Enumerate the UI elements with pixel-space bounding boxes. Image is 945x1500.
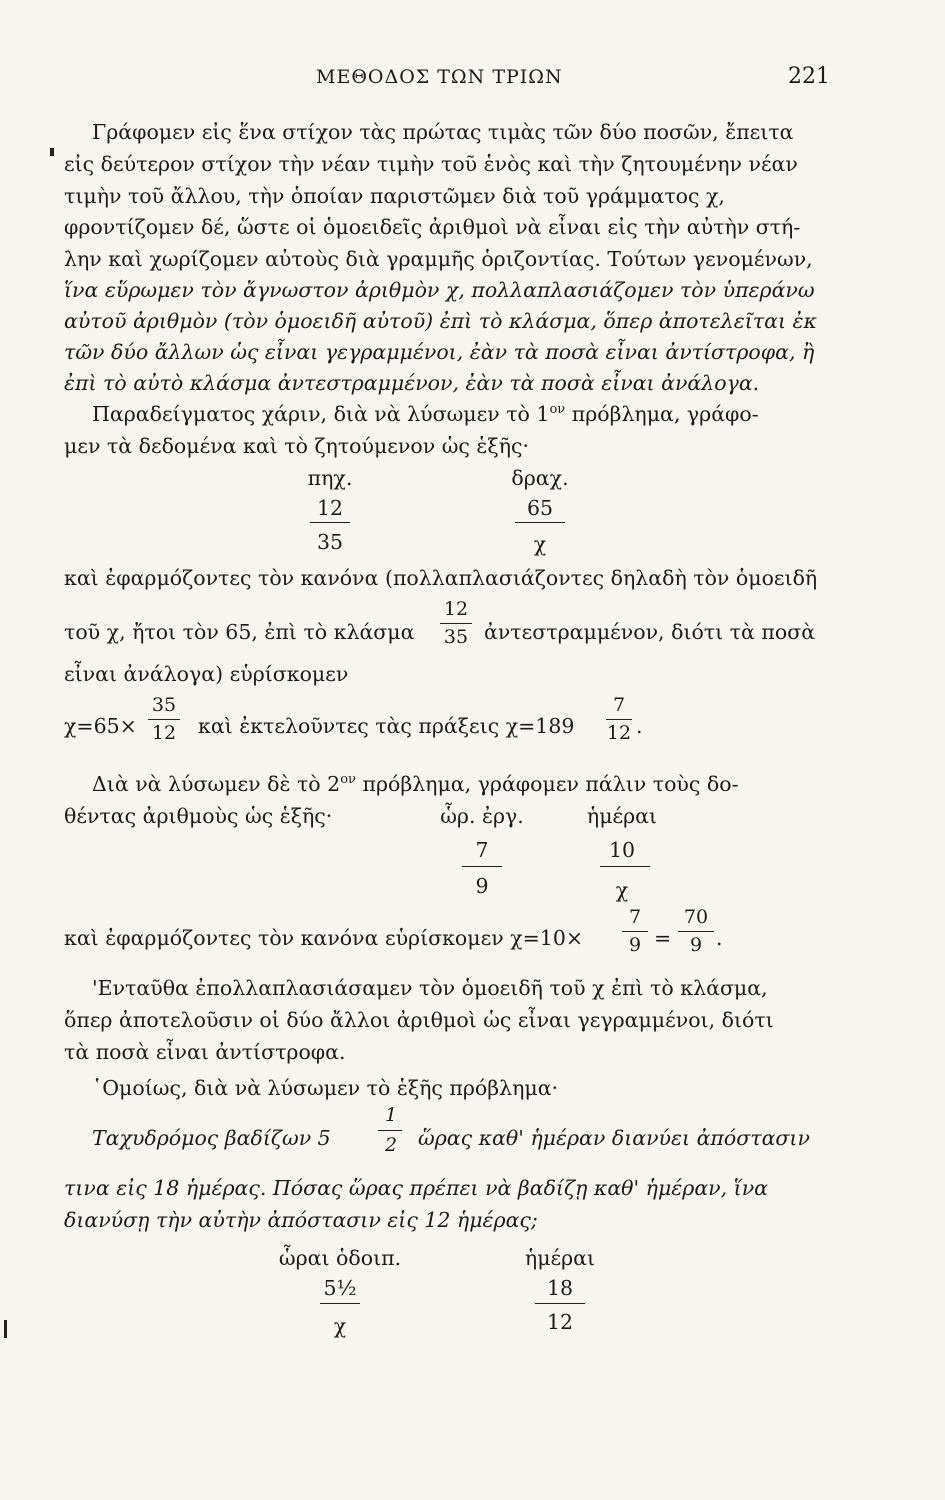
table-rule xyxy=(462,866,502,867)
table-cell: χ xyxy=(333,1314,347,1338)
text-line: αὐτοῦ ἀριθμὸν (τὸν ὁμοειδῆ αὐτοῦ) ἐπὶ τὸ κλάσμα, ὅπερ ἀποτελεῖται ἐκ xyxy=(64,309,817,333)
table-col-head: ὧραι ὁδοιπ. xyxy=(278,1246,402,1270)
equation-part: = xyxy=(654,926,672,950)
text-line: ὥρας καθ' ἡμέραν διανύει ἀπόστασιν xyxy=(418,1126,810,1150)
table-cell: 7 xyxy=(475,838,489,862)
text-line: τινα εἰς 18 ἡμέρας. Πόσας ὥρας πρέπει νὰ βαδίζῃ καθ' ἡμέραν, ἵνα xyxy=(64,1176,768,1200)
fraction-denominator: 9 xyxy=(689,934,703,956)
text-line: τιμὴν τοῦ ἄλλου, τὴν ὁποίαν παριστῶμεν διὰ τοῦ γράμματος χ, xyxy=(64,184,725,208)
table-col-head: δραχ. xyxy=(511,466,569,490)
text-line: εἶναι ἀνάλογα) εὑρίσκομεν xyxy=(64,662,349,686)
fraction-bar xyxy=(606,719,632,720)
fraction-bar xyxy=(678,931,714,932)
table-cell: 5½ xyxy=(323,1276,357,1300)
text-line: διανύσῃ τὴν αὐτὴν ἀπόστασιν εἰς 12 ἡμέρας; xyxy=(64,1208,538,1232)
text-line: καὶ ἐφαρμόζοντες τὸν κανόνα (πολλαπλασιάζοντες δηλαδὴ τὸν ὁμοειδῆ xyxy=(64,566,818,590)
text-line: τὰ ποσὰ εἶναι ἀντίστροφα. xyxy=(64,1040,346,1064)
text-line: εἰς δεύτερον στίχον τὴν νέαν τιμὴν τοῦ ἑνὸς καὶ τὴν ζητουμένην νέαν xyxy=(64,152,798,176)
margin-mark xyxy=(4,1320,7,1338)
table-rule xyxy=(515,522,565,523)
text-line: ῾Ομοίως, διὰ νὰ λύσωμεν τὸ ἑξῆς πρόβλημα· xyxy=(92,1076,559,1100)
table-cell: 10 xyxy=(608,838,636,862)
fraction-numerator: 35 xyxy=(151,694,177,716)
table-rule xyxy=(535,1303,585,1304)
fraction-bar xyxy=(622,931,648,932)
table-rule xyxy=(320,1303,360,1304)
table-cell: χ xyxy=(533,532,547,556)
equation-part: καὶ ἐκτελοῦντες τὰς πράξεις χ=189 xyxy=(198,714,575,738)
text-line: Διὰ νὰ λύσωμεν δὲ τὸ $2^{o\nu}$ πρόβλημα, γράφομεν πάλιν τοὺς δο- xyxy=(92,772,739,796)
fraction-bar xyxy=(440,623,472,624)
table-cell: 65 xyxy=(526,496,554,520)
text-line: θέντας ἀριθμοὺς ὡς ἑξῆς· xyxy=(64,804,333,828)
table-cell: χ xyxy=(615,878,629,902)
text-line: Παραδείγματος χάριν, διὰ νὰ λύσωμεν τὸ $1^{o\nu}$ πρόβλημα, γράφο- xyxy=(92,402,759,426)
fraction-denominator: 2 xyxy=(384,1134,398,1156)
fraction-numerator: 12 xyxy=(443,598,469,620)
equation-part: χ=65× xyxy=(64,714,137,738)
text-line: λην καὶ χωρίζομεν αὐτοὺς διὰ γραμμῆς ὁριζοντίας. Τούτων γενομένων, xyxy=(64,247,813,271)
fraction-numerator: 70 xyxy=(683,906,709,928)
text-line: Γράφομεν εἰς ἕνα στίχον τὰς πρώτας τιμὰς τῶν δύο ποσῶν, ἔπειτα xyxy=(92,120,794,144)
fraction-denominator: 12 xyxy=(151,722,177,744)
fraction-bar xyxy=(378,1130,402,1131)
equation-part: . xyxy=(716,926,723,950)
table-cell: 12 xyxy=(546,1310,574,1334)
text-line: Ταχυδρόμος βαδίζων 5 xyxy=(92,1126,331,1150)
text-line: τῶν δύο ἄλλων ὡς εἶναι γεγραμμένοι, ἐὰν τὰ ποσὰ εἶναι ἀντίστροφα, ἢ xyxy=(64,340,815,364)
page-number: 221 xyxy=(788,64,830,89)
table-rule xyxy=(600,866,650,867)
text-line: ἵνα εὕρωμεν τὸν ἄγνωστον ἀριθμὸν χ, πολλαπλασιάζομεν τὸν ὑπεράνω xyxy=(64,278,815,302)
equation-part: . xyxy=(636,714,643,738)
text-line: ἀντεστραμμένον, διότι τὰ ποσὰ xyxy=(484,620,816,644)
fraction-denominator: 35 xyxy=(443,626,469,648)
running-header: ΜΕΘΟΔΟΣ ΤΩΝ ΤΡΙΩΝ xyxy=(316,66,563,88)
text-line: μεν τὰ δεδομένα καὶ τὸ ζητούμενον ὡς ἑξῆς· xyxy=(64,434,529,458)
text-line: φροντίζομεν δέ, ὥστε οἱ ὁμοειδεῖς ἀριθμοὶ νὰ εἶναι εἰς τὴν αὐτὴν στή- xyxy=(64,215,801,239)
fraction-denominator: 12 xyxy=(606,722,632,744)
fraction-denominator: 9 xyxy=(628,934,642,956)
table-col-head: πηχ. xyxy=(307,466,353,490)
table-cell: 12 xyxy=(316,496,344,520)
text-line: ὅπερ ἀποτελοῦσιν οἱ δύο ἄλλοι ἀριθμοὶ ὡς εἶναι γεγραμμένοι, διότι xyxy=(64,1008,774,1032)
text-line: τοῦ χ, ἤτοι τὸν 65, ἐπὶ τὸ κλάσμα xyxy=(64,620,415,644)
table-cell: 9 xyxy=(475,874,489,898)
equation-part: καὶ ἐφαρμόζοντες τὸν κανόνα εὑρίσκομεν χ=10× xyxy=(64,926,584,950)
text-line: 'Ενταῦθα ἐπολλαπλασιάσαμεν τὸν ὁμοειδῆ τοῦ χ ἐπὶ τὸ κλάσμα, xyxy=(92,976,768,1000)
fraction-numerator: 7 xyxy=(628,906,642,928)
fraction-numerator: 7 xyxy=(612,694,626,716)
table-cell: 35 xyxy=(316,530,344,554)
table-col-head: ἡμέραι xyxy=(524,1246,596,1270)
text-line: ἐπὶ τὸ αὐτὸ κλάσμα ἀντεστραμμένον, ἐὰν τὰ ποσὰ εἶναι ἀνάλογα. xyxy=(64,371,760,395)
table-cell: 18 xyxy=(546,1276,574,1300)
fraction-bar xyxy=(148,719,180,720)
table-col-head: ἡμέραι xyxy=(586,804,658,828)
table-col-head: ὧρ. ἐργ. xyxy=(440,804,524,828)
margin-mark xyxy=(50,148,54,156)
fraction-numerator: 1 xyxy=(384,1104,398,1126)
table-rule xyxy=(310,522,350,523)
